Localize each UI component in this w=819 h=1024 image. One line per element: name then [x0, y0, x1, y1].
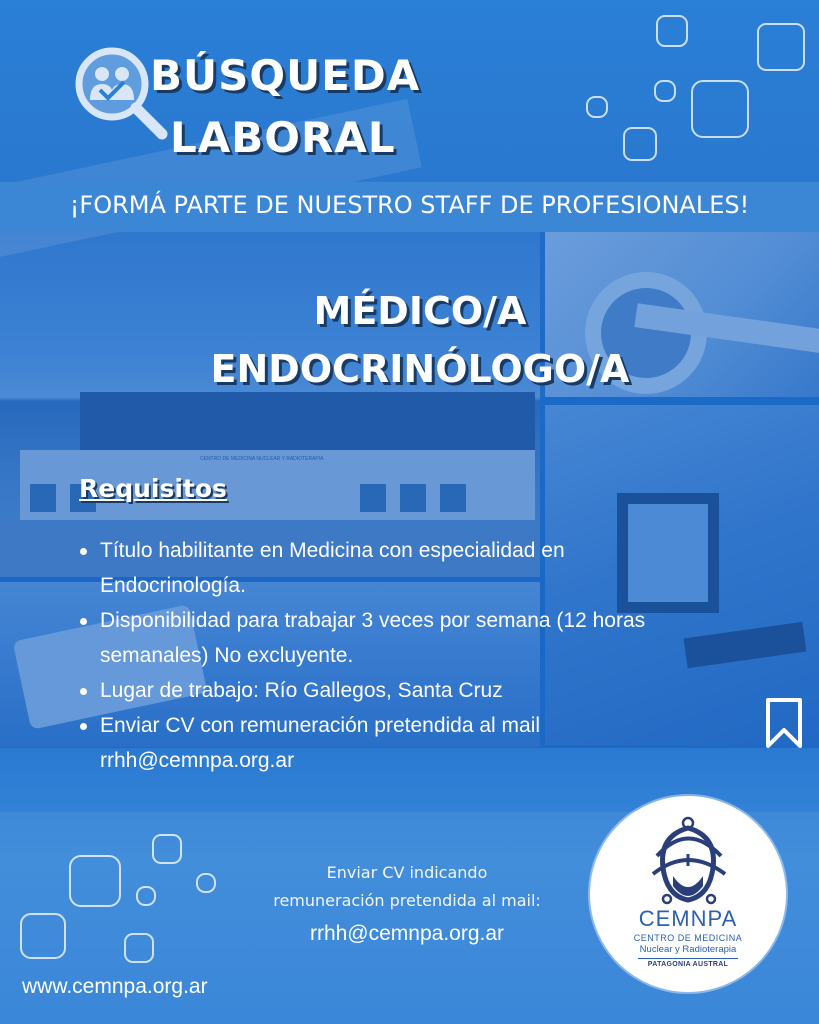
footer-email[interactable]: rrhh@cemnpa.org.ar [309, 922, 505, 945]
cemnpa-logo [590, 796, 786, 992]
footer-instruction [240, 859, 574, 915]
title-line-1: BÚSQUEDA [150, 51, 421, 100]
job-title-line-2: ENDOCRINÓLOGO/A [210, 347, 630, 391]
job-title [120, 282, 720, 398]
job-title-line-1: MÉDICO/A [313, 289, 527, 333]
logo-divider [638, 958, 738, 959]
footer-instruction-line-2: remuneración pretendida al mail: [273, 891, 541, 910]
decorative-square [654, 80, 676, 102]
decorative-square [623, 127, 657, 161]
decorative-square [136, 886, 156, 906]
footer-instruction-line-1: Enviar CV indicando [326, 863, 488, 882]
decorative-square [69, 855, 121, 907]
decorative-square [20, 913, 66, 959]
logo-name: CEMNPA [638, 906, 738, 931]
page-title [150, 45, 420, 169]
decorative-square [586, 96, 608, 118]
logo-subtitle-3: PATAGONIA AUSTRAL [647, 961, 729, 968]
requirement-item: Título habilitante en Medicina con especialidad en Endocrinología. [76, 533, 716, 603]
logo-subtitle-1: CENTRO DE MEDICINA [633, 933, 743, 943]
bookmark-icon [765, 697, 803, 749]
requirements-list [76, 533, 716, 778]
decorative-square [691, 80, 749, 138]
subtitle: ¡FORMÁ PARTE DE NUESTRO STAFF DE PROFESIONALES! [69, 191, 750, 219]
cemnpa-logo-mark [647, 816, 729, 911]
decorative-square [152, 834, 182, 864]
requirements-heading: Requisitos [79, 474, 227, 503]
title-line-2: LABORAL [170, 113, 396, 162]
decorative-square [196, 873, 216, 893]
decorative-square [757, 23, 805, 71]
decorative-square [124, 933, 154, 963]
requirement-item: Disponibilidad para trabajar 3 veces por semana (12 horas semanales) No excluyente. [76, 603, 716, 673]
requirement-item: Lugar de trabajo: Río Gallegos, Santa Cruz [76, 673, 716, 708]
requirement-item: Enviar CV con remuneración pretendida al mail rrhh@cemnpa.org.ar [76, 708, 716, 778]
logo-subtitle-2: Nuclear y Radioterapia [639, 944, 737, 955]
decorative-square [656, 15, 688, 47]
website-link[interactable]: www.cemnpa.org.ar [22, 975, 208, 998]
